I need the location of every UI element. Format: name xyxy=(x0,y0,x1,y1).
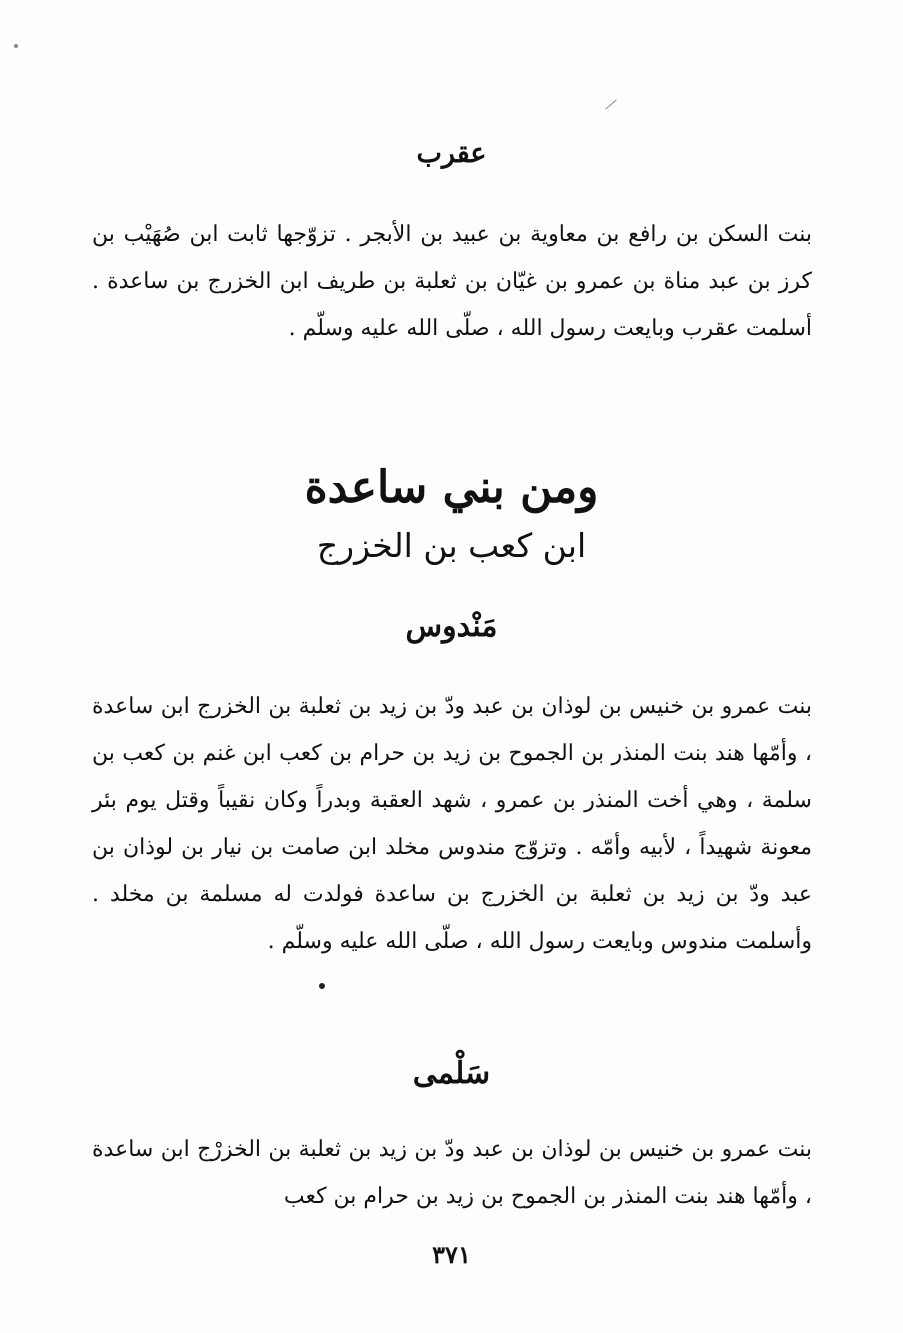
section-paragraph-mandus: بنت عمرو بن خنيس بن لوذان بن عبد ودّ بن زيد بن ثعلبة بن الخزرج ابن ساعدة ، وأمّها هند بنت المنذر بن الجموح بن زيد بن حرام بن كعب ابن غنم بن كعب بن سلمة ، وهي أخت المنذر بن عمرو ، شهد العقبة وبدراً وكان نقيباً وقتل يوم بئر معونة شهيداً ، لأبيه وأمّه . وتزوّج مندوس مخلد ابن صامت بن نيار بن لوذان بن عبد ودّ بن زيد بن ثعلبة بن الخزرج بن ساعدة فولدت له مسلمة بن مخلد . وأسلمت مندوس وبايعت رسول الله ، صلّى الله عليه وسلّم . xyxy=(92,694,812,954)
ink-dot xyxy=(319,983,325,989)
chapter-title: ومن بني ساعدة xyxy=(304,462,599,513)
section-paragraph-salma: بنت عمرو بن خنيس بن لوذان بن عبد ودّ بن زيد بن ثعلبة بن الخزرْج ابن ساعدة ، وأمّها هند بنت المنذر بن الجموح بن زيد بن حرام بن كعب xyxy=(92,1137,812,1209)
section-heading-aqrab: عقرب xyxy=(416,138,487,169)
page-number: ٣٧١ xyxy=(432,1240,471,1269)
section-heading-salma: سَلْمى xyxy=(412,1056,491,1091)
chapter-subtitle: ابن كعب بن الخزرج xyxy=(316,526,587,565)
scan-speck xyxy=(14,44,18,48)
section-paragraph-aqrab: بنت السكن بن رافع بن معاوية بن عبيد بن الأبجر . تزوّجها ثابت ابن صُهَيْب بن كرز بن عبد مناة بن عمرو بن غيّان بن ثعلبة بن طريف ابن الخزرج بن ساعدة . أسلمت عقرب وبايعت رسول الله ، صلّى الله عليه وسلّم . xyxy=(92,222,812,341)
section-heading-mandus: مَنْدوس xyxy=(405,609,498,644)
scan-stroke xyxy=(605,100,616,110)
